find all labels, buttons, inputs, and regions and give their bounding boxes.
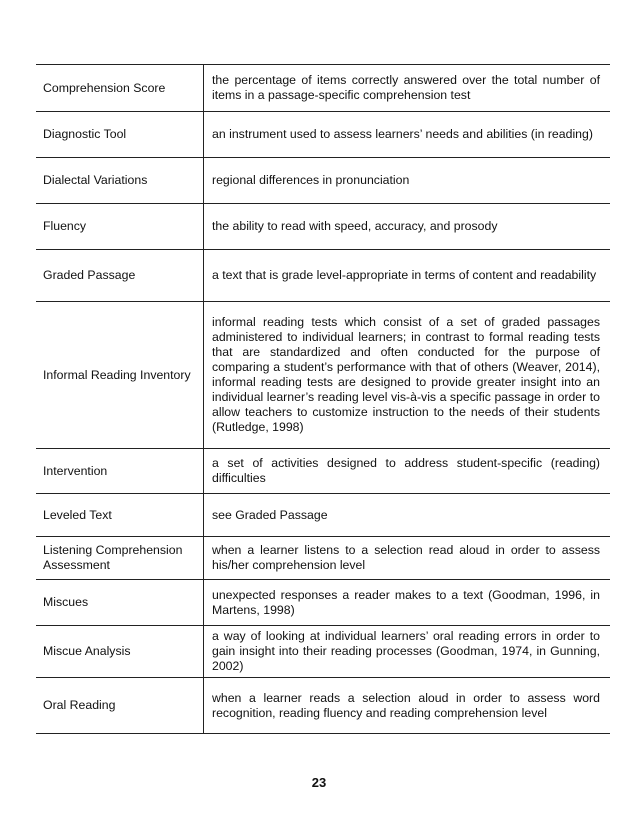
glossary-term: Informal Reading Inventory	[36, 302, 204, 448]
glossary-term: Fluency	[36, 204, 204, 249]
glossary-row	[36, 65, 610, 112]
glossary-definition: informal reading tests which consist of a set of graded passages administered to individual learners; in contrast to formal reading tests that are standardized and often conducted for the purpose of comparing a student’s performance with that of others (Weaver, 2014), informal reading tests are designed to provide greater insight into an individual learner’s reading level vis-à-vis a specific passage in order to allow teachers to customize instruction to the needs of their students (Rutledge, 1998)	[212, 315, 600, 434]
glossary-definition: when a learner reads a selection aloud in order to assess word recognition, reading fluency and reading comprehension level	[212, 690, 600, 720]
glossary-definition: unexpected responses a reader makes to a text (Goodman, 1996, in Martens, 1998)	[212, 587, 600, 617]
glossary-definition: the ability to read with speed, accuracy, and prosody	[212, 219, 498, 233]
glossary-term: Graded Passage	[36, 250, 204, 301]
glossary-row	[36, 537, 610, 580]
glossary-row	[36, 678, 610, 734]
glossary-term: Intervention	[36, 449, 204, 493]
page-number: 23	[311, 775, 327, 790]
glossary-term: Leveled Text	[36, 494, 204, 536]
glossary-term: Miscues	[36, 580, 204, 625]
glossary-row	[36, 112, 610, 158]
glossary-definition: see Graded Passage	[212, 507, 328, 522]
glossary-term: Diagnostic Tool	[36, 112, 204, 157]
glossary-term: Dialectal Variations	[36, 158, 204, 203]
glossary-definition: a way of looking at individual learners’ oral reading errors in order to gain insight into their reading processes (Goodman, 1974, in Gunning, 2002)	[212, 629, 600, 673]
glossary-definition: a text that is grade level-appropriate in terms of content and readability	[212, 268, 597, 282]
glossary-row	[36, 250, 610, 302]
glossary-term: Miscue Analysis	[36, 626, 204, 677]
glossary-term: Listening Comprehension Assessment	[36, 537, 204, 579]
glossary-table	[36, 64, 610, 734]
glossary-row	[36, 494, 610, 537]
glossary-row	[36, 580, 610, 626]
glossary-term: Comprehension Score	[36, 65, 204, 111]
glossary-row	[36, 626, 610, 678]
glossary-row	[36, 204, 610, 250]
glossary-term: Oral Reading	[36, 678, 204, 733]
glossary-definition: the percentage of items correctly answered over the total number of items in a passage-specific comprehension test	[212, 73, 600, 102]
glossary-definition: a set of activities designed to address student-specific (reading) difficulties	[212, 456, 600, 485]
glossary-row	[36, 302, 610, 449]
glossary-definition: when a learner listens to a selection read aloud in order to assess his/her comprehension level	[212, 543, 600, 572]
glossary-definition: regional differences in pronunciation	[212, 173, 410, 187]
glossary-row	[36, 158, 610, 204]
glossary-row	[36, 449, 610, 494]
glossary-definition: an instrument used to assess learners’ needs and abilities (in reading)	[212, 127, 593, 141]
